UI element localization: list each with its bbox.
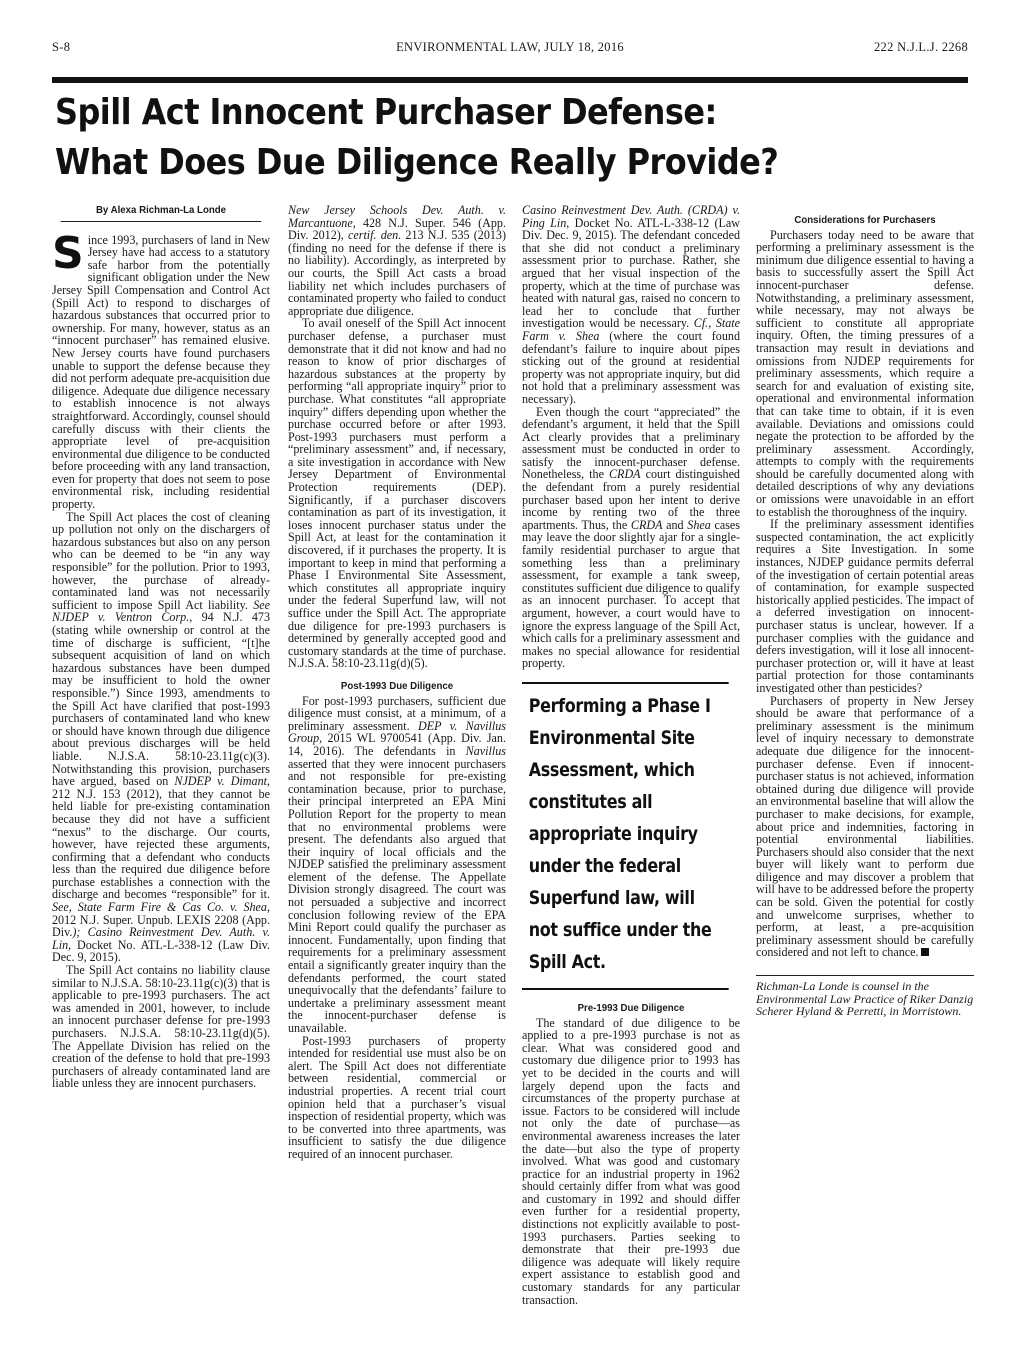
running-header: [52, 40, 968, 56]
page-number: S-8: [52, 40, 71, 54]
end-mark-icon: [921, 948, 929, 956]
paragraph-5: For post-1993 purchasers, sufficient due diligence must consist, at a minimum, of a preliminary assessment. DEP v. Navillus Group, 2015 WL 9700541 (App. Div. Jan. 14, 2016). The defendants in Navillus asserted that they were innocent purchasers and not responsible for pre-existing contamination because, prior to purchase, their principal interpreted an EPA Mini Pollution Report for the property to mean that no environmental problems were present. The defendants also argued that their inquiry of local officials and the NJDEP satisfied the preliminary assessment element of the defense. The Appellate Division strongly disagreed. The court was not persuaded a subjective and incorrect conclusion following review of the EPA Mini Report could qualify the purchaser as innocent. Fundamentally, upon finding that requirements for a preliminary assessment entail a significantly greater inquiry than the defendants performed, the court stated unequivocally that the defendants’ failure to undertake a preliminary assessment meant the innocent-purchaser defense is unavailable.: [288, 693, 506, 1035]
article-title: [55, 88, 865, 188]
drop-cap: S: [52, 227, 84, 279]
paragraph-6a: Post-1993 purchasers of property intended for residential use must also be on alert. The Spill Act does not differentiate between residential, commercial or industrial properties. A recent trial court opinion held that a purchaser’s visual inspection of residential property, which was to be converted into three apartments, was insufficient to satisfy the due diligence required of an innocent purchaser.: [288, 1033, 506, 1161]
paragraph-7: Even though the court “appreciated” the defendant’s argument, it held that the Spill Act clearly provides that a preliminary assessment must be conducted in order to satisfy the innocent-purchaser defense. Nonetheless, the CRDA court distinguished the defendant from a purely residential purchaser based upon her intent to derive income by renting two of the three apartments. Thus, the CRDA and Shea cases may leave the door slightly ajar for a single-family residential purchaser to argue that something less than a preliminary assessment, for example a tank sweep, constitutes sufficient due diligence to qualify as an innocent purchaser. To accept that argument, however, a court would have to ignore the express language of the Spill Act, which calls for a preliminary assessment and makes no special allowance for residential property.: [522, 404, 740, 671]
paragraph-1: Since 1993, purchasers of land in New Jersey have had access to a statutory safe harbor from the potentially significant obligation under the New Jersey Spill Compensation and Control Act (Spill Act) to respond to discharges of hazardous substances that occurred prior to ownership. For many, however, status as an “innocent purchaser” has remained elusive. New Jersey courts have found purchasers unable to support the defense because they did not perform adequate pre-acquisition due diligence. Adequate due diligence necessary to establish innocence is not always straightforward. Accordingly, counsel should carefully discuss with their clients the appropriate level of pre-acquisition environmental due diligence to be conducted before proceeding with any land transaction, even for property that does not seem to pose environmental risk, including residential property.: [52, 227, 270, 512]
author-bio: Richman-La Londe is counsel in the Environmental Law Practice of Riker Danzig Scherer Hyland & Perretti, in Morristown.: [756, 975, 974, 1018]
column-4: [756, 204, 974, 1310]
paragraph-3b: New Jersey Schools Dev. Auth. v. Marcantuone, 428 N.J. Super. 546 (App. Div. 2012), certif. den. 213 N.J. 535 (2013) (finding no need for the defense if there is no liability). Accordingly, as interpreted by our courts, the Spill Act casts a broad liability net which includes purchasers of contaminated property who failed to conduct appropriate due diligence.: [288, 204, 506, 318]
citation: 222 N.J.L.J. 2268: [874, 40, 968, 54]
paragraph-10: If the preliminary assessment identifies suspected contamination, the act explicitly requires a Site Investigation. In some instances, NJDEP guidance permits deferral of the investigation of certain potential areas of contamination, for example suspected historically applied pesticides. The impact of a deferred investigation on innocent-purchaser status is unclear, however. If a purchaser complies with the guidance and defers investigation, will it lose all innocent-purchaser protection or, will it have at least partial protection for those contaminants investigated other than pesticides?: [756, 517, 974, 695]
paragraph-11: Purchasers of property in New Jersey should be aware that performance of a preliminary assessment is the minimum level of inquiry necessary to demonstrate adequate due diligence for the innocent-purchaser defense. Even if innocent-purchaser status is not achieved, information obtained during due diligence will provide an environmental baseline that will allow the purchaser to make decisions, for example, about price and indemnities, factoring in potential environmental liabilities. Purchasers should also consider that the next buyer will likely want to perform due diligence and may discover a problem that will have to be addressed before the property can be sold. Given the potential for costly and unwelcome surprises, whether to perform, at least, a pre-acquisition preliminary assessment should be carefully considered and not left to chance.: [756, 693, 974, 960]
subhead-pre-1993: Pre-1993 Due Diligence: [577, 1001, 685, 1014]
pull-quote: Performing a Phase I Environmental Site Assessment, which constitutes all appropriate inquiry under the federal Superfund law, will not suffice under the Spill Act.: [522, 682, 729, 990]
publication-dateline: ENVIRONMENTAL LAW, JULY 18, 2016: [396, 40, 624, 54]
title-line-2: What Does Due Diligence Really Provide?: [55, 142, 779, 183]
paragraph-9: Purchasers today need to be aware that performing a preliminary assessment is the minimum due diligence essential to having a basis to successfully assert the Spill Act innocent-purchaser defense. Notwithstanding, a preliminary assessment, while necessary, may not always be sufficient to constitute all appropriate inquiry. Often, the timing pressures of a transaction may result in deviations and omissions from NJDEP requirements for preliminary assessments, which require a search for and evaluation of existing site, operational and environmental information that can take time to obtain, if it is even available. Deviations and omissions could negate the protection to be afforded by the preliminary assessment. Accordingly, attempts to comply with the requirements should be carefully documented along with detailed descriptions of why any deviations or omissions were unavoidable in an effort to establish the thoroughness of the inquiry.: [756, 227, 974, 519]
title-line-1: Spill Act Innocent Purchaser Defense:: [55, 92, 717, 133]
paragraph-2: The Spill Act places the cost of cleaning up pollution not only on the dischargers of hazardous substances but also on any person who can be deemed to be “in any way responsible” for the pollution. Prior to 1993, however, the purchase of already-contaminated land was not necessarily sufficient to impose Spill Act liability. See NJDEP v. Ventron Corp., 94 N.J. 473 (stating while ownership or control at the time of discharge is sufficient, “[t]he subsequent acquisition of land on which hazardous substances have been dumped may be insufficient to hold the owner responsible.”) Since 1993, amendments to the Spill Act have clarified that post-1993 purchasers of contaminated land who knew or should have known through due diligence about previous discharges will be held liable. N.J.S.A. 58:10-23.11g(c)(3). Notwithstanding this provision, purchasers have argued, based on NJDEP v. Dimant, 212 N.J. 153 (2012), that they cannot be held liable for pre-existing contamination because they did not have a sufficient “nexus” to the discharge. Our courts, however, have rejected these arguments, confirming that a defendant who conducts less than the required due diligence before purchase establishes a connection with the discharge and becomes “responsible” for it. See, State Farm Fire & Cas Co. v. Shea, 2012 N.J. Super. Unpub. LEXIS 2208 (App. Div.); Casino Reinvestment Dev. Auth. v. Lin, Docket No. ATL-L-338-12 (Law Div. Dec. 9, 2015).: [52, 509, 270, 965]
paragraph-8: The standard of due diligence to be applied to a pre-1993 purchase is not as clear. What was considered good and customary due diligence prior to 1993 has yet to be decided in the courts and will largely depend upon the facts and circumstances of the property purchase at issue. Factors to be considered will include not only the date of purchase—as environmental awareness increases the later the date—but also the type of property involved. What was good and customary practice for an industrial property in 1962 should certainly differ from what was good and customary in 1992 and should differ even further for a residential property, distinctions not explicitly available to post-1993 purchasers. Parties seeking to demonstrate that their pre-1993 due diligence was adequate will likely require expert assistance to establish good and customary standards for any particular transaction.: [522, 1015, 740, 1307]
paragraph-3a: The Spill Act contains no liability clause similar to N.J.S.A. 58:10-23.11g(c)(3) that is applicable to pre-1993 purchasers. The act was amended in 2001, however, to include an innocent purchaser defense for pre-1993 purchasers. N.J.S.A. 58:10-23.11g(d)(5). The Appellate Division has relied on the creation of the defense to hold that pre-1993 purchasers of already contaminated land are liable unless they are innocent purchasers.: [52, 963, 270, 1091]
column-1: [52, 204, 270, 1310]
paragraph-6b: Casino Reinvestment Dev. Auth. (CRDA) v. Ping Lin, Docket No. ATL-L-338-12 (Law Div. Dec. 9, 2015). The defendant conceded that she did not conduct a preliminary assessment prior to purchase. Rather, she argued that her visual inspection of the property, which at the time of purchase was heated with natural gas, raised no concern to lead her to conclude that further investigation would be necessary. Cf., State Farm v. Shea (where the court found defendant’s failure to inquire about pipes sticking out of the ground at residential property was not appropriate inquiry, but did not hold that a preliminary assessment was necessary).: [522, 204, 740, 406]
column-2: [288, 204, 506, 1310]
subhead-post-1993: Post-1993 Due Diligence: [340, 679, 454, 692]
column-3: [522, 204, 740, 1310]
header-rule: [52, 77, 968, 83]
byline: By Alexa Richman-La Londe: [61, 204, 262, 222]
paragraph-4: To avail oneself of the Spill Act innocent purchaser defense, a purchaser must demonstrate that it did not know and had no reason to know of prior discharges of hazardous substances at the property by performing “all appropriate inquiry” prior to purchase. What constitutes “all appropriate inquiry” differs depending upon whether the purchase occurred before or after 1993. Post-1993 purchasers must perform a “preliminary assessment” and, if necessary, a site investigation in accordance with New Jersey Department of Environmental Protection requirements (DEP). Significantly, if a purchaser discovers contamination as part of its investigation, it loses innocent purchaser status under the Spill Act, at least for the contamination it discovered, if it purchases the property. It is important to keep in mind that performing a Phase I Environmental Site Assessment, which constitutes all appropriate inquiry under the federal Superfund law, will not suffice under the Spill Act. The appropriate due diligence for pre-1993 purchasers is determined by generally accepted good and customary standards at the time of purchase. N.J.S.A. 58:10-23.11g(d)(5).: [288, 316, 506, 671]
subhead-considerations: Considerations for Purchasers: [794, 214, 936, 226]
